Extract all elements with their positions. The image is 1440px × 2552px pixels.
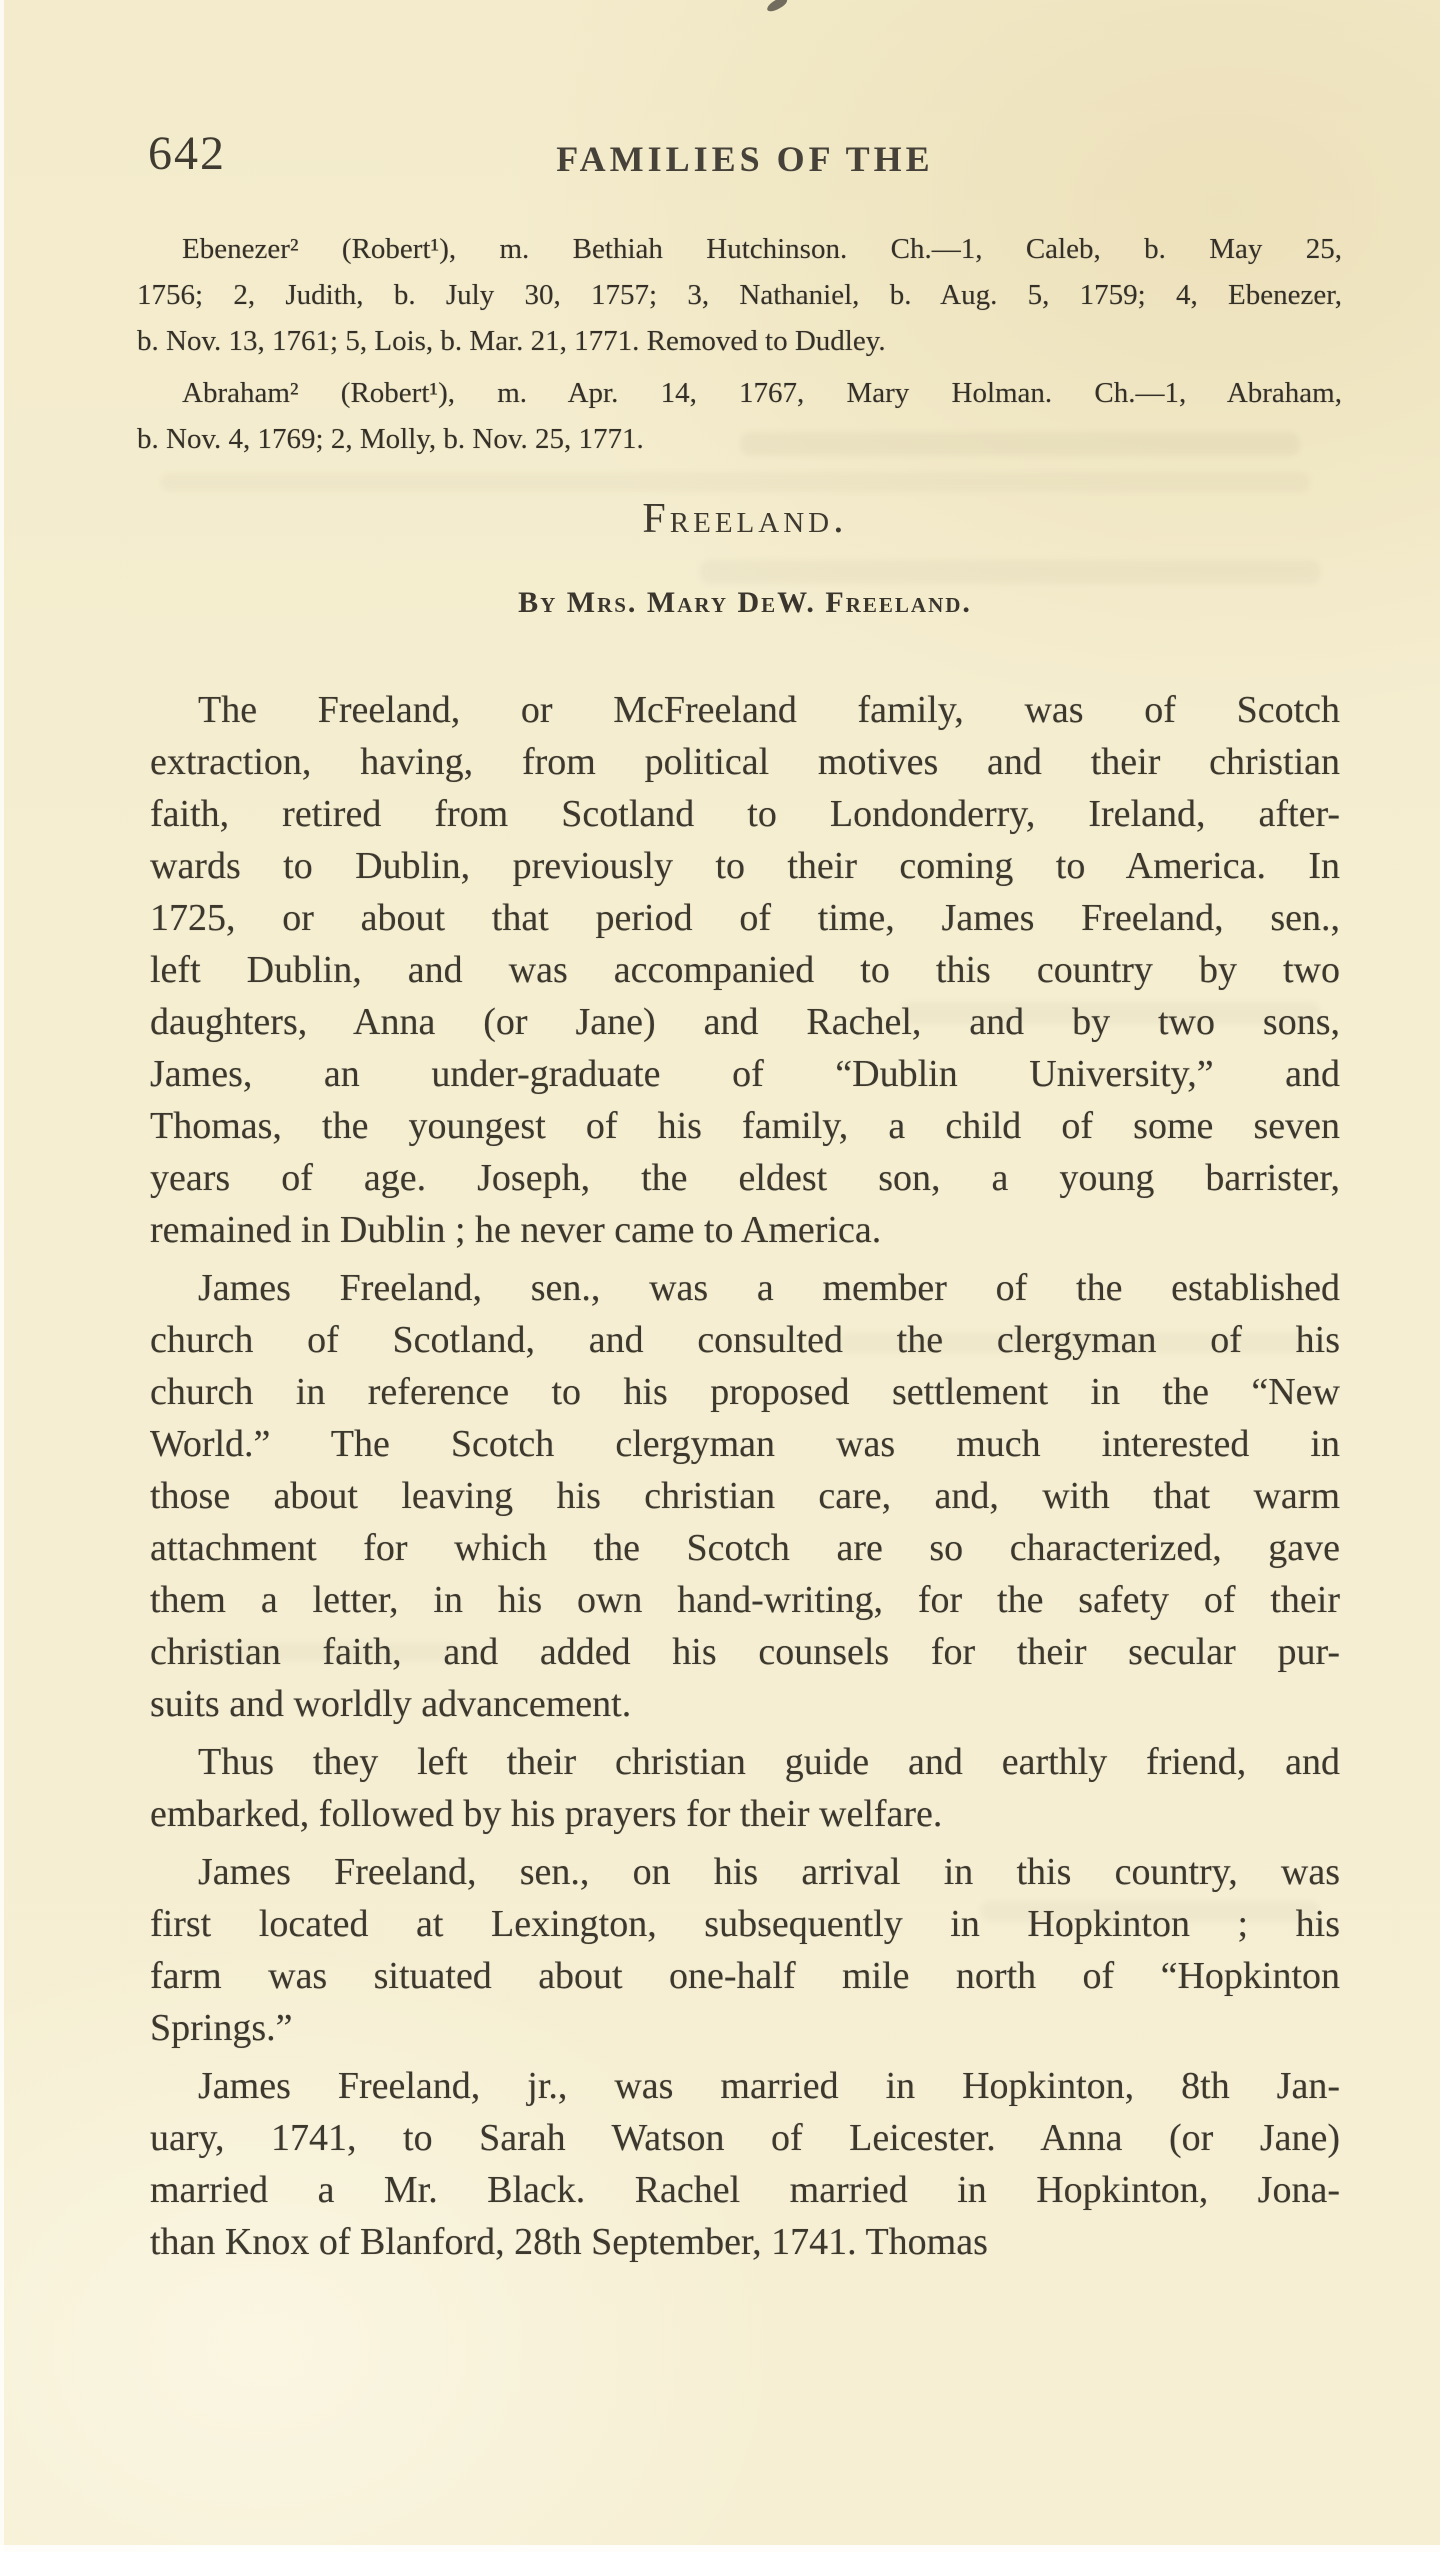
- ink-speck: [765, 0, 789, 14]
- text-line: b. Nov. 4, 1769; 2, Molly, b. Nov. 25, 1771.: [137, 423, 644, 455]
- section-byline: By Mrs. Mary DeW. Freeland.: [518, 586, 972, 619]
- text-line: farm was situated about one-half mile north of “Hopkinton: [150, 1955, 1340, 1997]
- text-line: left Dublin, and was accompanied to this country by two: [150, 949, 1340, 991]
- text-line: wards to Dublin, previously to their coming to America. In: [150, 845, 1340, 887]
- paragraph: [150, 684, 1340, 1256]
- page-edge-bottom: [0, 2545, 1440, 2552]
- text-line: embarked, followed by his prayers for their welfare.: [150, 1793, 943, 1835]
- paragraph: [137, 370, 1342, 462]
- bleedthrough-mark: [700, 560, 1320, 584]
- text-line: married a Mr. Black. Rachel married in Hopkinton, Jona-: [150, 2169, 1340, 2211]
- paragraph: [150, 1262, 1340, 1730]
- text-line: attachment for which the Scotch are so characterized, gave: [150, 1527, 1340, 1569]
- text-line: 1756; 2, Judith, b. July 30, 1757; 3, Nathaniel, b. Aug. 5, 1759; 4, Ebenezer,: [137, 279, 1342, 311]
- body-text-block: [150, 684, 1340, 2268]
- text-line: than Knox of Blanford, 28th September, 1741. Thomas: [150, 2221, 988, 2263]
- text-line: faith, retired from Scotland to Londonderry, Ireland, after-: [150, 793, 1340, 835]
- text-line: christian faith, and added his counsels for their secular pur-: [150, 1631, 1340, 1673]
- paragraph: [150, 1846, 1340, 2054]
- text-line: years of age. Joseph, the eldest son, a young barrister,: [150, 1157, 1340, 1199]
- text-line: b. Nov. 13, 1761; 5, Lois, b. Mar. 21, 1771. Removed to Dudley.: [137, 325, 886, 357]
- text-line: Abraham² (Robert¹), m. Apr. 14, 1767, Mary Holman. Ch.—1, Abraham,: [182, 377, 1342, 409]
- text-line: Ebenezer² (Robert¹), m. Bethiah Hutchinson. Ch.—1, Caleb, b. May 25,: [182, 233, 1342, 265]
- running-header: FAMILIES OF THE: [556, 139, 934, 179]
- text-line: daughters, Anna (or Jane) and Rachel, and by two sons,: [150, 1001, 1340, 1043]
- text-line: uary, 1741, to Sarah Watson of Leicester. Anna (or Jane): [150, 2117, 1340, 2159]
- text-line: church of Scotland, and consulted the clergyman of his: [150, 1319, 1340, 1361]
- text-line: James Freeland, sen., was a member of the established: [198, 1267, 1340, 1309]
- text-line: Springs.”: [150, 2007, 293, 2049]
- text-line: Thus they left their christian guide and earthly friend, and: [198, 1741, 1340, 1783]
- page-edge-left: [0, 0, 4, 2552]
- text-line: extraction, having, from political motives and their christian: [150, 741, 1340, 783]
- text-line: church in reference to his proposed settlement in the “New: [150, 1371, 1340, 1413]
- section-heading: Freeland.: [642, 496, 848, 542]
- text-line: them a letter, in his own hand-writing, for the safety of their: [150, 1579, 1340, 1621]
- paragraph: [137, 226, 1342, 364]
- text-line: those about leaving his christian care, and, with that warm: [150, 1475, 1340, 1517]
- text-line: 1725, or about that period of time, James Freeland, sen.,: [150, 897, 1340, 939]
- text-line: James, an under-graduate of “Dublin University,” and: [150, 1053, 1340, 1095]
- text-line: James Freeland, sen., on his arrival in this country, was: [198, 1851, 1340, 1893]
- text-line: Thomas, the youngest of his family, a child of some seven: [150, 1105, 1340, 1147]
- text-line: James Freeland, jr., was married in Hopkinton, 8th Jan-: [198, 2065, 1340, 2107]
- text-line: remained in Dublin ; he never came to America.: [150, 1209, 882, 1251]
- text-line: first located at Lexington, subsequently in Hopkinton ; his: [150, 1903, 1340, 1945]
- text-line: World.” The Scotch clergyman was much interested in: [150, 1423, 1340, 1465]
- bleedthrough-mark: [160, 472, 1310, 492]
- paragraph: [150, 1736, 1340, 1840]
- genealogy-block: [137, 226, 1342, 462]
- page-number: 642: [148, 127, 226, 180]
- text-line: suits and worldly advancement.: [150, 1683, 632, 1725]
- text-line: The Freeland, or McFreeland family, was of Scotch: [198, 689, 1340, 731]
- paragraph: [150, 2060, 1340, 2268]
